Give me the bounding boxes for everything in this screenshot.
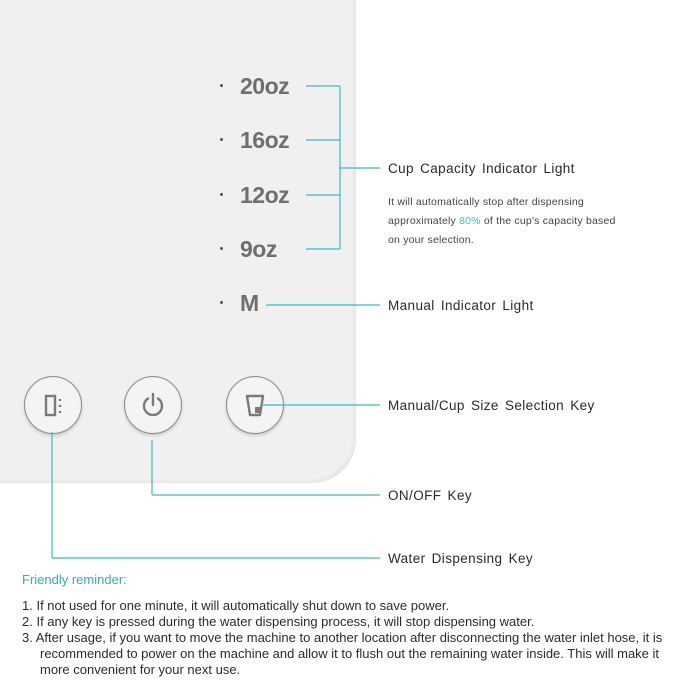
desc-text: It will automatically stop after dispensing approximately — [388, 196, 584, 227]
desc-text-end: of the cup's capacity based on your selection. — [388, 215, 616, 246]
selection-key-annotation: Manual/Cup Size Selection Key — [388, 398, 595, 413]
capacity-label: 20oz — [240, 73, 290, 99]
onoff-key-annotation: ON/OFF Key — [388, 488, 473, 503]
reminder-item: 3. After usage, if you want to move the machine to another location after disconnecting the water inlet hose, it is recommended to power on the machine and allow it to flush out the remaining water inside. This will make it more convenient for your next use. — [22, 630, 663, 677]
capacity-label: 16oz — [240, 127, 290, 153]
desc-highlight: 80% — [459, 215, 481, 227]
reminder-title: Friendly reminder: — [22, 572, 127, 587]
capacity-label: 12oz — [240, 182, 290, 208]
reminder-list — [22, 598, 672, 678]
cup-capacity-annotation: Cup Capacity Indicator Light — [388, 161, 575, 176]
reminder-item: 2. If any key is pressed during the water dispensing process, it will stop dispensing water. — [22, 614, 535, 629]
reminder-item: 1. If not used for one minute, it will automatically shut down to save power. — [22, 598, 450, 613]
capacity-label: 9oz — [240, 236, 277, 262]
water-key-annotation: Water Dispensing Key — [388, 551, 534, 566]
manual-indicator-annotation: Manual Indicator Light — [388, 298, 534, 313]
cup-capacity-description — [388, 193, 618, 250]
manual-label: M — [240, 290, 259, 316]
